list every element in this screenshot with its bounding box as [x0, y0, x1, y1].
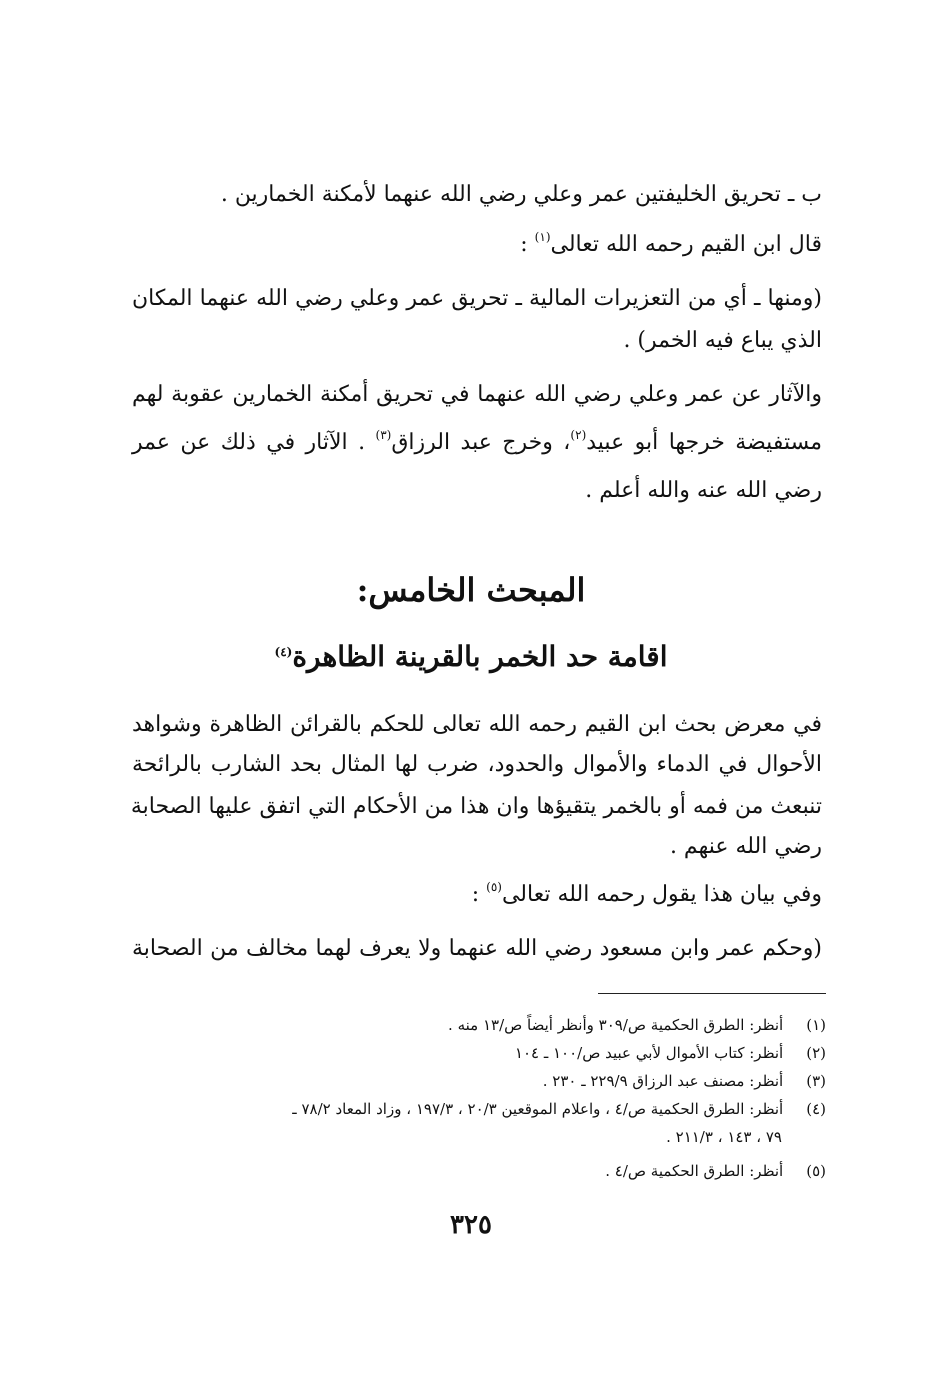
footnote-number: (٤)	[806, 1100, 826, 1118]
footnote	[515, 1042, 826, 1064]
quote-text: (ومنها ـ أي من التعزيرات المالية ـ تحريق عمر وعلي رضي الله عنهما المكان	[132, 286, 822, 311]
text-run: في معرض بحث ابن القيم رحمه الله تعالى للحكم بالقرائن الظاهرة وشواهد	[132, 712, 822, 737]
text-run: :	[471, 882, 487, 907]
page-number: ٣٢٥	[450, 1210, 492, 1240]
text-run: الأحوال في الدماء والأموال والحدود، ضرب لها المثال بحد الشارب بالرائحة	[132, 752, 822, 777]
footnote-text: أنظر: الطرق الحكمية ص/٤ ، واعلام الموقعين ٢٠/٣ ، ١٩٧/٣ ، وزاد المعاد ٧٨/٢ ـ	[292, 1100, 784, 1118]
paragraph-line	[132, 792, 822, 822]
footnote	[292, 1098, 826, 1120]
footnote	[605, 1160, 826, 1182]
quote-text: (وحكم عمر وابن مسعود رضي الله عنهما ولا يعرف لهما مخالف من الصحابة	[132, 936, 822, 961]
footnote-text: أنظر: الطرق الحكمية ص/٣٠٩ وأنظر أيضاً ص/١٣ منه .	[448, 1016, 784, 1034]
footnote-number: (٣)	[806, 1072, 826, 1090]
footnote	[543, 1070, 826, 1092]
text-run: وفي بيان هذا يقول رحمه الله تعالى	[501, 882, 822, 907]
quote-text: الذي يباع فيه الخمر) .	[623, 328, 822, 353]
footnote-ref[interactable]: (٤)	[274, 645, 293, 659]
text-run: رضي الله عنهم .	[669, 834, 822, 859]
footnote-number: (٢)	[806, 1044, 826, 1062]
footnote-number: (١)	[806, 1016, 826, 1034]
footnote-number: (٥)	[806, 1162, 826, 1180]
footnote-text: أنظر: كتاب الأموال لأبي عبيد ص/١٠٠ ـ ١٠٤	[514, 1044, 784, 1062]
paragraph-line	[132, 380, 822, 410]
footnote-text: أنظر: مصنف عبد الرزاق ٢٢٩/٩ ـ ٢٣٠ .	[542, 1072, 784, 1090]
paragraph-line	[132, 710, 822, 740]
text-run: ب ـ تحريق الخليفتين عمر وعلي رضي الله عنهما لأمكنة الخمارين .	[220, 182, 822, 207]
paragraph-line	[221, 180, 822, 210]
heading-text: اقامة حد الخمر بالقرينة الظاهرة	[292, 640, 668, 673]
footnote-ref[interactable]: (٢)	[570, 428, 587, 442]
text-run: والآثار عن عمر وعلي رضي الله عنهما في تحريق أمكنة الخمارين عقوبة لهم	[132, 382, 822, 407]
paragraph-line	[132, 750, 822, 780]
paragraph-line	[520, 230, 822, 260]
paragraph-line	[472, 880, 822, 910]
text-run: . الآثار في ذلك عن عمر	[132, 430, 376, 455]
heading-text: المبحث الخامس:	[356, 571, 586, 609]
footnote-text: ٧٩ ، ١٤٣ ، ٢١١/٣ .	[666, 1128, 782, 1146]
paragraph-line	[132, 284, 822, 314]
paragraph-line	[623, 326, 822, 356]
footnote-separator	[598, 993, 826, 994]
paragraph-line	[132, 428, 822, 458]
text-run: :	[520, 232, 535, 257]
paragraph-line	[132, 934, 822, 964]
footnote-continuation	[666, 1126, 782, 1148]
paragraph-line	[670, 832, 822, 862]
section-subheading	[0, 638, 942, 676]
footnote-ref[interactable]: (٣)	[375, 428, 392, 442]
footnote-ref[interactable]: (٥)	[486, 880, 502, 894]
text-run: ، وخرج عبد الرزاق	[391, 430, 571, 455]
section-heading	[0, 570, 942, 610]
text-run: رضي الله عنه والله أعلم .	[585, 478, 822, 503]
text-run: قال ابن القيم رحمه الله تعالى	[550, 232, 822, 257]
footnote-ref[interactable]: (١)	[534, 230, 551, 244]
text-run: مستفيضة خرجها أبو عبيد	[586, 430, 823, 455]
text-run: تنبعث من فمه أو بالخمر يتقيؤها وان هذا من الأحكام التي اتفق عليها الصحابة	[130, 794, 822, 819]
footnote	[448, 1014, 826, 1036]
footnote-text: أنظر: الطرق الحكمية ص/٤ .	[605, 1162, 784, 1180]
paragraph-line	[585, 476, 822, 506]
